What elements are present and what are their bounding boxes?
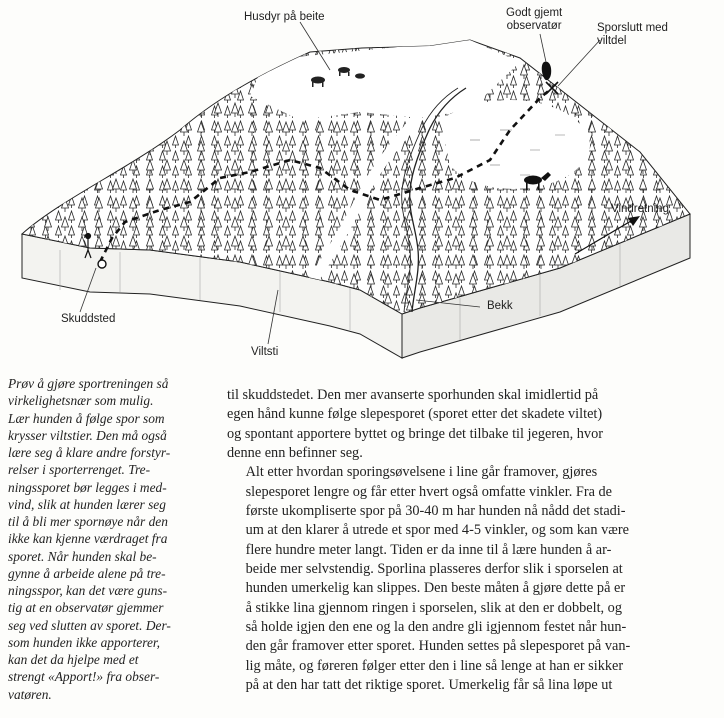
text-line: så holde igjen den ene og la den andre gli igjennom festet når hun-: [245, 619, 627, 636]
text-line: beide mer selvstendig. Sporlina plasseres derfor slik i sporselen at: [245, 561, 623, 578]
text-line: til skuddstedet. Den mer avanserte sporhunden skal imidlertid på: [227, 387, 599, 403]
text-line: hunden umerkelig kan slippes. Den beste måten å gjøre dette på er: [245, 580, 626, 597]
caption-line: ikke kan kjenne værdraget fra: [8, 531, 168, 547]
caption-line: virkelighetsnær som mulig.: [8, 393, 154, 409]
body-text: [227, 386, 717, 696]
caption-line: gynne å arbeide alene på tre-: [8, 565, 166, 581]
caption-line: til å bli mer spornøye når den: [8, 514, 168, 529]
caption-line: Lær hunden å følge spor som: [8, 410, 165, 426]
text-line: og spontant apportere byttet og bringe det tilbake til jegeren, hvor: [227, 425, 603, 442]
caption-line: tig at en observatør gjemmer: [8, 600, 164, 616]
caption-line: ningsspor, kan det være guns-: [8, 583, 168, 598]
caption-line: strengt «Apport!» fra obser-: [8, 669, 160, 685]
text-line: den går framover etter sporet. Hunden settes på slepesporet på van-: [245, 638, 631, 655]
caption-line: Prøv å gjøre sportreningen så: [8, 376, 169, 391]
label-livestock: Husdyr på beite: [244, 11, 325, 23]
text-line: um at den klarer å utrede et spor med 4-5 vinkler, og som kan være: [245, 522, 629, 539]
caption-line: krysser viltstier. Den må også: [8, 427, 167, 443]
text-line: Alt etter hvordan sporingsøvelsene i line går framover, gjøres: [245, 464, 598, 481]
text-line: egen hånd kunne følge slepesporet (sporet etter det skadete viltet): [227, 406, 603, 423]
caption-line: vind, slik at hunden lærer seg: [8, 496, 166, 512]
text-line: denne enn befinner seg.: [227, 445, 363, 462]
caption-line: seg ved slutten av sporet. Der-: [8, 617, 171, 633]
text-line: lig måte, og føreren følger etter den i line så lenge at han er sikker: [245, 657, 624, 674]
text-line: første ukompliserte spor på 30-40 m har hunden nå nådd det stadi-: [245, 503, 626, 520]
caption-line: lære seg å klare andre forstyr-: [8, 445, 171, 460]
label-wind-direction: Vindretning: [611, 203, 669, 215]
caption-line: relser i sporterrenget. Tre-: [8, 462, 151, 478]
label-game-path: Viltsti: [251, 346, 279, 358]
paragraph-2: [227, 463, 717, 695]
paragraph-1: [227, 386, 717, 463]
caption-line: ningssporet bør legges i med-: [8, 479, 167, 495]
label-track-end: Sporslutt med viltdel: [597, 22, 668, 47]
caption-line: som hunden ikke apporterer,: [8, 634, 160, 650]
figure-caption: [8, 375, 220, 703]
shot-site-marker: [98, 260, 106, 268]
label-stream: Bekk: [487, 300, 513, 312]
label-shot-site: Skuddsted: [61, 313, 116, 325]
text-line: flere hundre meter langt. Tiden er da inne til å lære hunden å ar-: [245, 541, 612, 558]
text-line: på at den har tatt det riktige sporet. Umerkelig får så lina løpe ut: [245, 677, 613, 694]
caption-line: sporet. Når hunden skal be-: [8, 548, 157, 564]
caption-line: kan det da hjelpe med et: [8, 652, 139, 667]
label-observer: Godt gjemt observatør: [506, 7, 563, 32]
text-line: å stikke lina gjennom ringen i sporselen, slik at den er dobbelt, og: [245, 599, 622, 616]
text-line: slepesporet lengre og får etter hvert også omfatte vinkler. Fra de: [245, 483, 612, 500]
caption-line: vatøren.: [8, 686, 52, 702]
